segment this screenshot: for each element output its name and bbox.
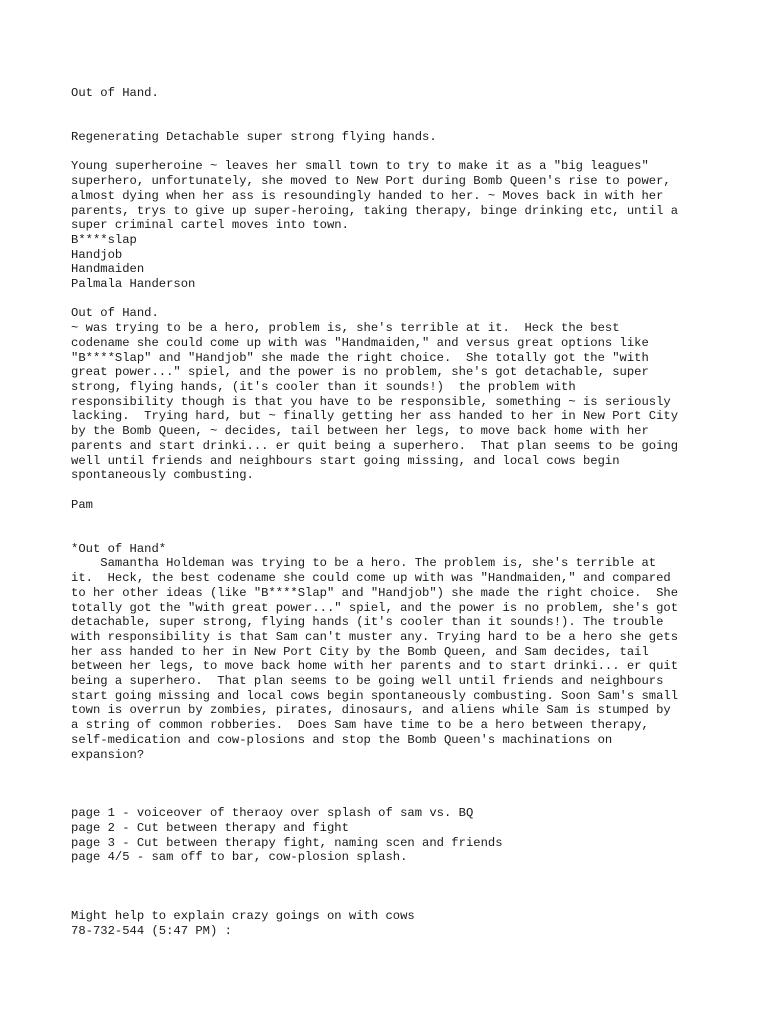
text-line: ~ was trying to be a hero, problem is, she's terrible at it. Heck the best [71, 321, 620, 336]
text-line: start going missing and local cows begin spontaneously combusting. Soon Sam's small [71, 688, 679, 703]
blank-line [71, 115, 751, 130]
text-line: B****slap [71, 232, 137, 247]
text-line: detachable, super strong, flying hands (it's cooler than it sounds!). The trouble [71, 615, 664, 630]
document-page [71, 86, 751, 939]
text-line: well until friends and neighbours start going missing, and local cows begin [71, 453, 620, 468]
text-line: with responsibility is that Sam can't muster any. Trying hard to be a hero she gets [71, 629, 679, 644]
text-line: her ass handed to her in New Port City by the Bomb Queen, and Sam decides, tail [71, 644, 649, 659]
text-line: expansion? [71, 747, 145, 762]
blank-line [71, 512, 751, 527]
text-line: spontaneously combusting. [71, 468, 254, 483]
text-line: codename she could come up with was "Handmaiden," and versus great options like [71, 335, 649, 350]
blank-line [71, 145, 751, 160]
text-line: to her other ideas (like "B****Slap" and "Handjob") she made the right choice. She [71, 585, 679, 600]
text-line: self-medication and cow-plosions and stop the Bomb Queen's machinations on [71, 732, 613, 747]
text-line: 78-732-544 (5:47 PM) : [71, 923, 232, 938]
text-line: totally got the "with great power..." spiel, and the power is no problem, she's got [71, 600, 679, 615]
text-line: Out of Hand. [71, 86, 159, 100]
text-line: page 4/5 - sam off to bar, cow-plosion splash. [71, 850, 408, 865]
text-line: superhero, unfortunately, she moved to New Port during Bomb Queen's rise to power, [71, 174, 671, 189]
blank-line [71, 894, 751, 909]
text-line: by the Bomb Queen, ~ decides, tail between her legs, to move back home with her [71, 424, 649, 439]
text-line: great power..." spiel, and the power is no problem, she's got detachable, super [71, 365, 649, 380]
blank-line [71, 880, 751, 895]
text-line: Regenerating Detachable super strong flying hands. [71, 130, 437, 145]
text-line: parents, trys to give up super-heroing, taking therapy, binge drinking etc, until a [71, 203, 679, 218]
text-line: almost dying when her ass is resoundingly handed to her. ~ Moves back in with her [71, 188, 664, 203]
text-line: responsibility though is that you have to be responsible, something ~ is seriously [71, 394, 671, 409]
text-line: town is overrun by zombies, pirates, dinosaurs, and aliens while Sam is stumped by [71, 703, 671, 718]
text-line: Handmaiden [71, 262, 145, 277]
text-line: Out of Hand. [71, 306, 159, 321]
text-line: Pam [71, 497, 93, 512]
text-line: parents and start drinki... er quit being a superhero. That plan seems to be going [71, 438, 679, 453]
text-line: it. Heck, the best codename she could come up with was "Handmaiden," and compared [71, 571, 671, 586]
blank-line [71, 792, 751, 807]
text-line: strong, flying hands, (it's cooler than it sounds!) the problem with [71, 380, 576, 394]
text-line: Handjob [71, 247, 123, 262]
text-line: lacking. Trying hard, but ~ finally getting her ass handed to her in New Port City [71, 409, 679, 424]
text-line: Might help to explain crazy goings on with cows [71, 909, 415, 924]
text-line: page 1 - voiceover of theraoy over splash of sam vs. BQ [71, 806, 474, 821]
text-line: Samantha Holdeman was trying to be a hero. The problem is, she's terrible at [71, 556, 657, 571]
text-line: "B****Slap" and "Handjob" she made the right choice. She totally got the "with [71, 350, 649, 365]
text-line: a string of common robberies. Does Sam have time to be a hero between therapy, [71, 718, 649, 733]
text-line: page 2 - Cut between therapy and fight [71, 821, 349, 835]
text-line: *Out of Hand* [71, 541, 167, 556]
text-line: between her legs, to move back home with her parents and to start drinki... er quit [71, 659, 679, 674]
text-line: being a superhero. That plan seems to be going well until friends and neighbours [71, 674, 664, 689]
blank-line [71, 292, 751, 307]
blank-line [71, 762, 751, 777]
blank-line [71, 483, 751, 498]
blank-line [71, 101, 751, 116]
text-line: page 3 - Cut between therapy fight, naming scen and friends [71, 835, 503, 850]
blank-line [71, 865, 751, 880]
blank-line [71, 777, 751, 792]
text-line: super criminal cartel moves into town. [71, 218, 349, 233]
text-line: Palmala Handerson [71, 277, 196, 292]
blank-line [71, 527, 751, 542]
text-line: Young superheroine ~ leaves her small town to try to make it as a "big leagues" [71, 159, 649, 174]
